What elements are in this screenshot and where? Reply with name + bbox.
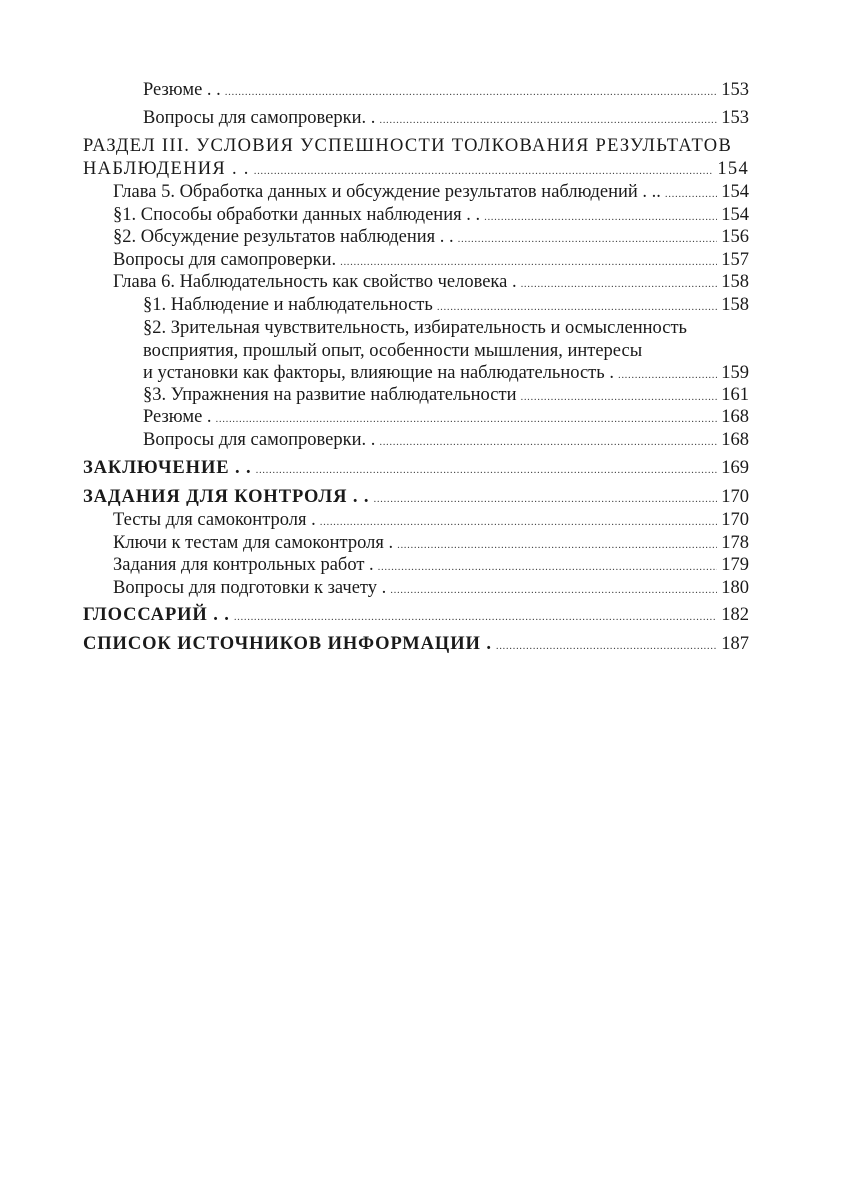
toc-ch6-paragraph-2[interactable] <box>143 362 749 384</box>
toc-entry-title: §2. Обсуждение результатов наблюдения . . <box>113 227 454 247</box>
toc-entry-title: Ключи к тестам для самоконтроля . <box>113 533 394 553</box>
toc-entry-self-check-questions[interactable] <box>143 107 749 129</box>
toc-page-number: 154 <box>721 205 749 225</box>
dot-leader <box>618 362 717 384</box>
toc-page-number: 156 <box>721 227 749 247</box>
toc-ch5-paragraph-2[interactable] <box>113 226 749 248</box>
dot-leader <box>521 271 718 293</box>
toc-entry-title: Вопросы для самопроверки. <box>113 250 337 270</box>
toc-page-number: 154 <box>717 159 749 179</box>
toc-control-works[interactable] <box>113 554 749 576</box>
dot-leader <box>234 604 717 626</box>
toc-entry-title: Вопросы для самопроверки. . <box>143 430 376 450</box>
toc-page-number: 179 <box>721 555 749 575</box>
toc-chapter-5[interactable] <box>113 181 749 203</box>
toc-entry-title: §1. Способы обработки данных наблюдения . . <box>113 205 481 225</box>
toc-page-number: 168 <box>721 430 749 450</box>
toc-section-3[interactable] <box>83 158 749 180</box>
toc-entry-title: Резюме . . <box>143 80 221 100</box>
dot-leader <box>340 249 717 271</box>
toc-entry-title: Вопросы для подготовки к зачету . <box>113 578 387 598</box>
toc-page-number: 178 <box>721 533 749 553</box>
toc-page-number: 170 <box>721 510 749 530</box>
dot-leader <box>378 554 718 576</box>
toc-chapter-6[interactable] <box>113 271 749 293</box>
dot-leader <box>373 486 717 508</box>
toc-entry-title: Тесты для самоконтроля . <box>113 510 316 530</box>
toc-page-number: 182 <box>721 605 749 625</box>
toc-ch6-paragraph-2-line2[interactable]: восприятия, прошлый опыт, особенности мышления, интересы <box>143 341 643 361</box>
toc-entry-title: Вопросы для самопроверки. . <box>143 108 376 128</box>
dot-leader <box>256 457 718 479</box>
toc-entry-title: ЗАКЛЮЧЕНИЕ . . <box>83 458 252 478</box>
toc-ch6-paragraph-2-line1[interactable]: §2. Зрительная чувствительность, избирательность и осмысленность <box>143 318 687 338</box>
toc-ch5-self-check-questions[interactable] <box>113 249 749 271</box>
dot-leader <box>216 406 718 428</box>
toc-section-3-title-line1[interactable]: РАЗДЕЛ III. УСЛОВИЯ УСПЕШНОСТИ ТОЛКОВАНИЯ РЕЗУЛЬТАТОВ <box>83 136 733 156</box>
dot-leader <box>520 384 717 406</box>
toc-self-tests[interactable] <box>113 509 749 531</box>
toc-page-number: 154 <box>721 182 749 202</box>
toc-ch6-paragraph-3[interactable] <box>143 384 749 406</box>
dot-leader <box>390 577 717 599</box>
toc-entry-title: Глава 5. Обработка данных и обсуждение результатов наблюдений . .. <box>113 182 661 202</box>
toc-page-number: 158 <box>721 272 749 292</box>
toc-entry-title: Глава 6. Наблюдательность как свойство человека . <box>113 272 517 292</box>
toc-entry-self-check-questions[interactable] <box>143 429 749 451</box>
toc-page-number: 153 <box>721 108 749 128</box>
toc-entry-title: Задания для контрольных работ . <box>113 555 374 575</box>
toc-test-keys[interactable] <box>113 532 749 554</box>
dot-leader <box>437 294 717 316</box>
toc-sources[interactable] <box>83 633 749 655</box>
toc-exam-questions[interactable] <box>113 577 749 599</box>
toc-page-number: 187 <box>721 634 749 654</box>
dot-leader <box>665 181 717 203</box>
toc-glossary[interactable] <box>83 604 749 626</box>
toc-page-number: 159 <box>721 363 749 383</box>
toc-ch6-paragraph-1[interactable] <box>143 294 749 316</box>
dot-leader <box>458 226 718 248</box>
toc-entry-title: и установки как факторы, влияющие на наблюдательность . <box>143 363 614 383</box>
dot-leader <box>225 79 717 101</box>
toc-page-number: 169 <box>721 458 749 478</box>
toc-control-tasks[interactable] <box>83 486 749 508</box>
toc-conclusion[interactable] <box>83 457 749 479</box>
toc-page-number: 168 <box>721 407 749 427</box>
toc-entry-title: ГЛОССАРИЙ . . <box>83 605 230 625</box>
toc-entry-title: СПИСОК ИСТОЧНИКОВ ИНФОРМАЦИИ . <box>83 634 492 654</box>
dot-leader <box>254 158 714 180</box>
dot-leader <box>484 204 717 226</box>
dot-leader <box>320 509 717 531</box>
toc-entry-title: §1. Наблюдение и наблюдательность <box>143 295 433 315</box>
toc-ch5-paragraph-1[interactable] <box>113 204 749 226</box>
toc-page-number: 161 <box>721 385 749 405</box>
toc-page-number: 170 <box>721 487 749 507</box>
toc-entry-resume[interactable] <box>143 79 749 101</box>
toc-page-number: 157 <box>721 250 749 270</box>
toc-page-number: 180 <box>721 578 749 598</box>
toc-entry-title: НАБЛЮДЕНИЯ . . <box>83 159 250 179</box>
dot-leader <box>496 633 717 655</box>
toc-entry-resume[interactable] <box>143 406 749 428</box>
toc-entry-title: Резюме . <box>143 407 212 427</box>
toc-page-number: 158 <box>721 295 749 315</box>
toc-page-number: 153 <box>721 80 749 100</box>
toc-entry-title: ЗАДАНИЯ ДЛЯ КОНТРОЛЯ . . <box>83 487 370 507</box>
dot-leader <box>379 107 717 129</box>
toc-entry-title: §3. Упражнения на развитие наблюдательности <box>143 385 517 405</box>
dot-leader <box>397 532 717 554</box>
dot-leader <box>379 429 717 451</box>
